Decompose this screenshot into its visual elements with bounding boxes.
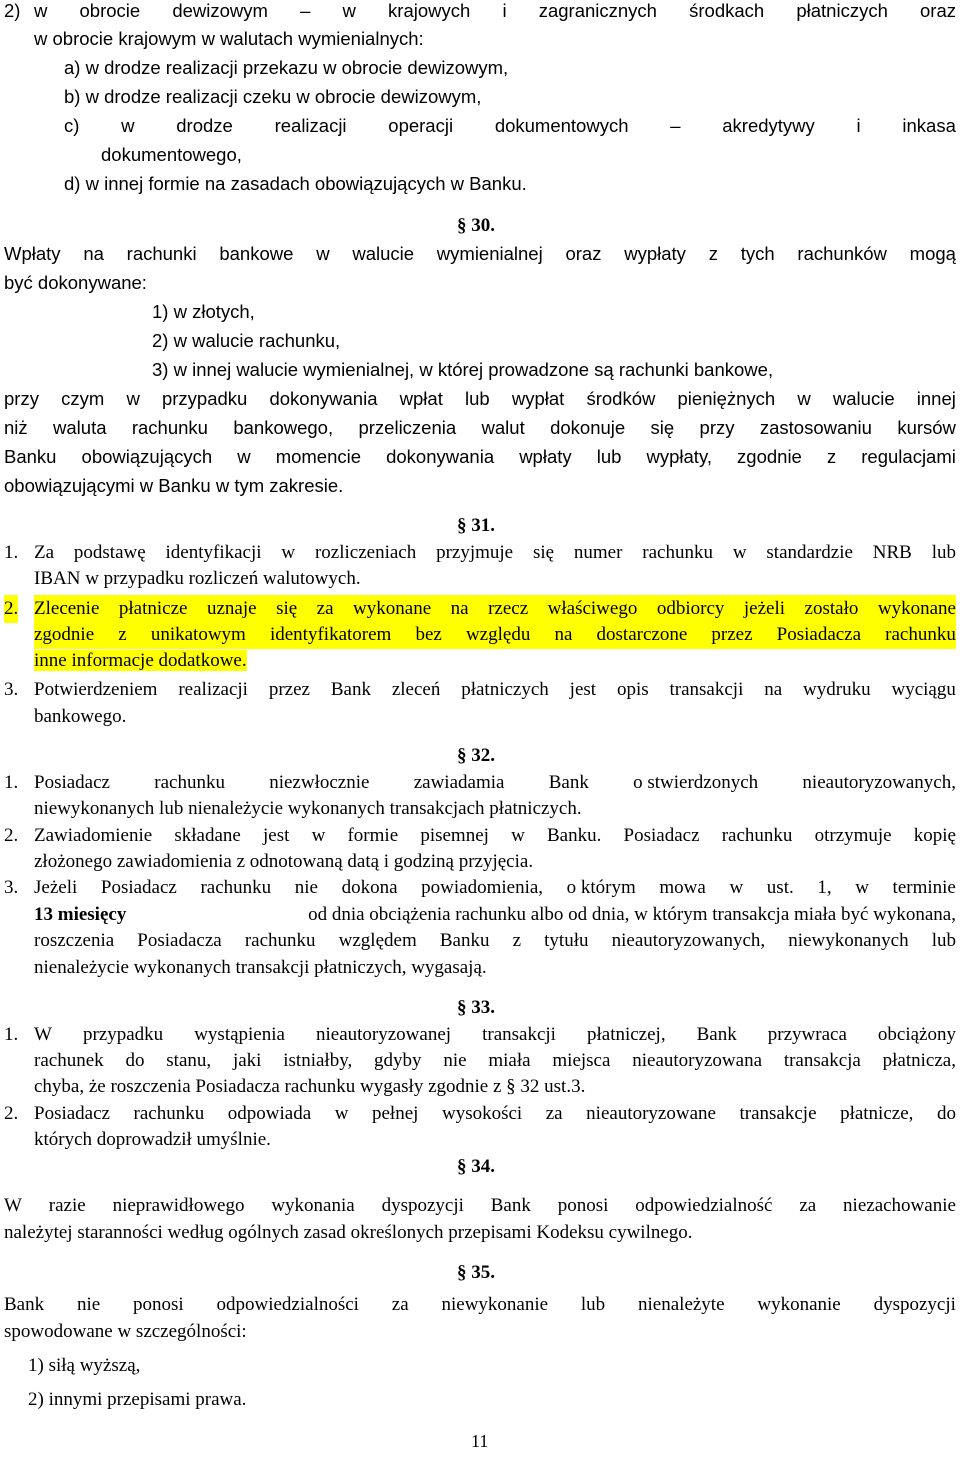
word: opis bbox=[616, 679, 649, 700]
word: w bbox=[121, 115, 135, 136]
word: rachunku bbox=[131, 417, 208, 438]
word: Za bbox=[34, 542, 55, 563]
bold-term: 13 miesięcy bbox=[34, 904, 127, 925]
word: rachunku bbox=[154, 772, 225, 793]
paragraph-number: 1. bbox=[4, 772, 19, 793]
word: czym bbox=[61, 388, 105, 409]
word: w bbox=[511, 825, 525, 846]
word: nieautoryzowanych, bbox=[802, 772, 956, 793]
word: walucie bbox=[352, 243, 415, 264]
word: niewykonanych bbox=[788, 930, 909, 951]
word: tych bbox=[740, 243, 775, 264]
word: miejsca bbox=[552, 1050, 611, 1071]
paragraph-line bbox=[4, 1192, 956, 1220]
word: właściwego bbox=[547, 598, 638, 619]
word: się bbox=[532, 542, 555, 563]
section-heading: § 31. bbox=[457, 515, 495, 536]
word: dokonywania bbox=[269, 388, 378, 409]
word: przy bbox=[699, 417, 735, 438]
word: w bbox=[855, 877, 869, 898]
word: płatnicze, bbox=[840, 1103, 914, 1124]
paragraph-line bbox=[34, 822, 956, 850]
paragraph-line bbox=[4, 414, 956, 442]
word: z bbox=[708, 243, 718, 264]
word: walut bbox=[481, 417, 525, 438]
paragraph-line: być dokonywane: bbox=[4, 272, 147, 293]
word: wydruku bbox=[803, 679, 871, 700]
word: rzecz bbox=[488, 598, 529, 619]
word: zgodnie bbox=[737, 446, 802, 467]
word: w bbox=[316, 243, 330, 264]
list-item-line: w obrocie dewizowym – w krajowych i zagranicznych środkach płatniczych oraz bbox=[34, 0, 956, 21]
word: Posiadacz bbox=[100, 877, 177, 898]
word: do bbox=[125, 1050, 145, 1071]
word: przypadku bbox=[82, 1024, 164, 1045]
word: wyciągu bbox=[891, 679, 956, 700]
word: w bbox=[797, 388, 811, 409]
word: jest bbox=[263, 825, 290, 846]
sub-item-d: d) w innej formie na zasadach obowiązujących w Banku. bbox=[64, 173, 527, 194]
word: z bbox=[512, 930, 522, 951]
word: transakcje bbox=[739, 1103, 817, 1124]
section-heading: § 33. bbox=[457, 997, 495, 1018]
word: waluta bbox=[53, 417, 107, 438]
word: względu bbox=[465, 624, 531, 645]
word: gdyby bbox=[374, 1050, 422, 1071]
word: wymienialnej bbox=[436, 243, 543, 264]
word: Banku bbox=[439, 930, 490, 951]
word: wykonania bbox=[271, 1195, 355, 1216]
word: odpowiedzialności bbox=[216, 1294, 359, 1315]
word: nie bbox=[443, 1050, 467, 1071]
word: zastosowaniu bbox=[759, 417, 872, 438]
word: Potwierdzeniem bbox=[34, 679, 158, 700]
word: c) bbox=[64, 115, 80, 136]
word: bez bbox=[415, 624, 442, 645]
word: wypłaty, bbox=[646, 446, 712, 467]
word: pieniężnych bbox=[677, 388, 776, 409]
word: dokonuje bbox=[550, 417, 626, 438]
word: pełnej bbox=[371, 1103, 419, 1124]
word: lub bbox=[580, 1294, 606, 1315]
word: niezwłocznie bbox=[269, 772, 370, 793]
word: ponosi bbox=[132, 1294, 184, 1315]
word: Bank bbox=[330, 679, 371, 700]
word: wypłat bbox=[511, 388, 565, 409]
sub-item-b: b) w drodze realizacji czeku w obrocie dewizowym, bbox=[64, 86, 482, 107]
word: kopię bbox=[913, 825, 956, 846]
word: wykonane bbox=[353, 598, 432, 619]
paragraph-number: 3. bbox=[4, 877, 19, 898]
word: tytułu bbox=[544, 930, 589, 951]
section-heading: § 32. bbox=[457, 745, 495, 766]
word: płatnicza, bbox=[882, 1050, 956, 1071]
word: roszczenia bbox=[34, 930, 115, 951]
word: wypłaty bbox=[624, 243, 686, 264]
word: się bbox=[650, 417, 675, 438]
word: względem bbox=[338, 930, 417, 951]
paragraph-line: chyba, że roszczenia Posiadacza rachunku wygasły zgodnie z § 32 ust.3. bbox=[34, 1076, 586, 1097]
word: 1, bbox=[817, 877, 832, 898]
sub-item-c bbox=[64, 112, 956, 140]
word: środków bbox=[586, 388, 656, 409]
list-item: 2) innymi przepisami prawa. bbox=[28, 1389, 247, 1410]
word: w bbox=[311, 825, 326, 846]
word: lub bbox=[465, 388, 490, 409]
paragraph-text: od dnia obciążenia rachunku albo od dnia, w którym transakcja miała być wykonana, bbox=[308, 904, 956, 925]
word: w bbox=[732, 542, 747, 563]
word: rachunków bbox=[797, 243, 887, 264]
word: i bbox=[856, 115, 861, 136]
word: wpłaty bbox=[519, 446, 572, 467]
word: Banku. bbox=[547, 825, 602, 846]
paragraph-line bbox=[34, 1047, 956, 1075]
word: obciążony bbox=[877, 1024, 956, 1045]
sub-item-c-cont: dokumentowego, bbox=[101, 144, 242, 165]
word: składane bbox=[174, 825, 241, 846]
word: wystąpienia bbox=[194, 1024, 285, 1045]
word: bankowe bbox=[219, 243, 294, 264]
word: nie bbox=[76, 1294, 101, 1315]
word: dokonywania bbox=[386, 446, 495, 467]
paragraph-line bbox=[4, 443, 956, 471]
list-item: 2) w walucie rachunku, bbox=[152, 330, 341, 351]
paragraph-number: 2. bbox=[4, 595, 18, 623]
word: za bbox=[316, 598, 334, 619]
word: bankowego, bbox=[233, 417, 334, 438]
word: lub bbox=[931, 542, 956, 563]
word: Bank bbox=[696, 1024, 737, 1045]
word: za bbox=[391, 1294, 409, 1315]
word: rachunku bbox=[200, 877, 272, 898]
paragraph-line: bankowego. bbox=[34, 706, 127, 727]
word: lub bbox=[596, 446, 622, 467]
word: przyjmuje bbox=[436, 542, 514, 563]
word: miała bbox=[488, 1050, 531, 1071]
item-number: 2) bbox=[4, 0, 21, 21]
word: przeliczenia bbox=[358, 417, 457, 438]
word: kursów bbox=[897, 417, 956, 438]
word: na bbox=[450, 598, 469, 619]
paragraph-line bbox=[34, 1100, 956, 1128]
word: nieautoryzowane bbox=[586, 1103, 716, 1124]
paragraph-line: złożonego zawiadomienia z odnotowaną datą i godziną przyjęcia. bbox=[34, 851, 534, 872]
list-item: 1) w złotych, bbox=[152, 301, 255, 322]
word: odpowiada bbox=[227, 1103, 312, 1124]
paragraph-line bbox=[34, 927, 956, 955]
word: płatniczych bbox=[461, 679, 549, 700]
word: ponosi bbox=[557, 1195, 609, 1216]
sub-item-a: a) w drodze realizacji przekazu w obrocie dewizowym, bbox=[64, 57, 509, 78]
word: odpowiedzialność bbox=[635, 1195, 773, 1216]
word: momencie bbox=[275, 446, 362, 467]
paragraph-line: niewykonanych lub nienależycie wykonanych transakcjach płatniczych. bbox=[34, 798, 582, 819]
word: rachunku bbox=[244, 930, 316, 951]
word: realizacji bbox=[178, 679, 248, 700]
word: stanu, bbox=[166, 1050, 212, 1071]
word: realizacji bbox=[274, 115, 347, 136]
word: zostało bbox=[804, 598, 859, 619]
word: terminie bbox=[892, 877, 956, 898]
word: identyfikatorem bbox=[269, 624, 392, 645]
word: oraz bbox=[565, 243, 602, 264]
word: przywraca bbox=[767, 1024, 847, 1045]
word: wykonanie bbox=[757, 1294, 841, 1315]
word: akredytywy bbox=[722, 115, 815, 136]
word: rachunku bbox=[642, 542, 713, 563]
paragraph-line bbox=[4, 1291, 956, 1319]
word: istniałby, bbox=[283, 1050, 353, 1071]
paragraph-line: nienależycie wykonanych transakcji płatniczych, wygasają. bbox=[34, 957, 487, 978]
word: rachunki bbox=[126, 243, 197, 264]
paragraph-line bbox=[4, 240, 956, 268]
word: W bbox=[4, 1195, 22, 1216]
paragraph-line bbox=[34, 769, 956, 797]
word: Posiadacz bbox=[623, 825, 700, 846]
word: lub bbox=[931, 930, 956, 951]
word: Jeżeli bbox=[34, 877, 78, 898]
word: za bbox=[799, 1195, 817, 1216]
highlighted-line bbox=[34, 647, 247, 675]
word: dostarczone bbox=[596, 624, 688, 645]
word: nie bbox=[294, 877, 318, 898]
word: nieautoryzowanej bbox=[316, 1024, 452, 1045]
word: się bbox=[276, 598, 298, 619]
word: Zlecenie bbox=[34, 598, 100, 619]
word: transakcja bbox=[783, 1050, 861, 1071]
paragraph-number: 1. bbox=[4, 542, 19, 563]
word: drodze bbox=[176, 115, 233, 136]
word: mogą bbox=[909, 243, 956, 264]
word: odbiorcy bbox=[656, 598, 725, 619]
word: w bbox=[281, 542, 296, 563]
word: z bbox=[826, 446, 837, 467]
paragraph-line bbox=[34, 676, 956, 704]
word: walucie bbox=[832, 388, 895, 409]
word: Posiadacz bbox=[34, 1103, 110, 1124]
paragraph-line bbox=[34, 874, 956, 902]
word: wysokości bbox=[441, 1103, 523, 1124]
highlighted-line bbox=[34, 621, 956, 649]
paragraph-line: IBAN w przypadku rozliczeń walutowych. bbox=[34, 568, 361, 589]
paragraph-line bbox=[34, 901, 956, 929]
word: unikatowym bbox=[150, 624, 246, 645]
word: przez bbox=[268, 679, 310, 700]
paragraph-line bbox=[4, 385, 956, 413]
word: rachunek bbox=[34, 1050, 104, 1071]
word: Zawiadomienie bbox=[34, 825, 153, 846]
word: Banku bbox=[4, 446, 57, 467]
word: numer bbox=[573, 542, 623, 563]
word: dokumentowych bbox=[494, 115, 629, 136]
word: przypadku bbox=[161, 388, 248, 409]
word: dyspozycji bbox=[381, 1195, 464, 1216]
paragraph-line bbox=[34, 1021, 956, 1049]
word: Bank bbox=[548, 772, 589, 793]
word: w bbox=[729, 877, 744, 898]
paragraph-line: obowiązującymi w Banku w tym zakresie. bbox=[4, 475, 344, 496]
paragraph-line: których doprowadził umyślnie. bbox=[34, 1129, 271, 1150]
word: mowa bbox=[659, 877, 706, 898]
word: Posiadacza bbox=[776, 624, 862, 645]
word: Wpłaty bbox=[4, 243, 61, 264]
word: wpłat bbox=[399, 388, 443, 409]
word: – bbox=[670, 115, 681, 136]
word: w bbox=[126, 388, 140, 409]
paragraph-number: 2. bbox=[4, 1103, 19, 1124]
word: uznaje bbox=[206, 598, 257, 619]
word: na bbox=[764, 679, 783, 700]
word: W bbox=[34, 1024, 52, 1045]
word: niewykonanie bbox=[441, 1294, 549, 1315]
word: formie bbox=[347, 825, 399, 846]
list-item-line: w obrocie krajowym w walutach wymienialnych: bbox=[34, 28, 424, 49]
word: operacji bbox=[388, 115, 454, 136]
word: w bbox=[334, 1103, 349, 1124]
word: regulacjami bbox=[861, 446, 956, 467]
paragraph-line: należytej staranności według ogólnych zasad określonych przepisami Kodeksu cywilnego. bbox=[4, 1222, 693, 1243]
word: podstawę bbox=[73, 542, 146, 563]
word: Posiadacz bbox=[34, 772, 110, 793]
word: innej bbox=[916, 388, 956, 409]
word: Posiadacza bbox=[137, 930, 222, 951]
word: rachunku bbox=[721, 825, 793, 846]
word: identyfikacji bbox=[165, 542, 262, 563]
word: ust. bbox=[766, 877, 794, 898]
word: wykonane bbox=[877, 598, 956, 619]
word: powiadomienia, bbox=[421, 877, 544, 898]
word: rozliczeniach bbox=[314, 542, 417, 563]
section-heading: § 35. bbox=[457, 1262, 495, 1283]
word: dyspozycji bbox=[873, 1294, 956, 1315]
highlighted-text: inne informacje dodatkowe. bbox=[34, 650, 247, 671]
word: płatnicze bbox=[118, 598, 188, 619]
section-heading: § 30. bbox=[457, 215, 495, 236]
word: NRB bbox=[872, 542, 912, 563]
word: w bbox=[237, 446, 251, 467]
word: rachunku bbox=[133, 1103, 205, 1124]
paragraph-line bbox=[34, 539, 956, 567]
word: transakcji bbox=[482, 1024, 556, 1045]
word: na bbox=[554, 624, 573, 645]
paragraph-number: 2. bbox=[4, 825, 19, 846]
word: nienależyte bbox=[638, 1294, 725, 1315]
word: nieprawidłowego bbox=[112, 1195, 245, 1216]
word: jest bbox=[569, 679, 597, 700]
word: standardzie bbox=[766, 542, 853, 563]
word: zgodnie bbox=[34, 624, 95, 645]
word: nieautoryzowanych, bbox=[611, 930, 766, 951]
word: inkasa bbox=[902, 115, 956, 136]
word: do bbox=[936, 1103, 956, 1124]
word: przez bbox=[711, 624, 753, 645]
list-item: 1) siłą wyższą, bbox=[28, 1355, 141, 1376]
word: jeżeli bbox=[743, 598, 786, 619]
paragraph-number: 1. bbox=[4, 1024, 19, 1045]
word: niezachowanie bbox=[843, 1195, 956, 1216]
section-heading: § 34. bbox=[457, 1156, 495, 1177]
page-number: 11 bbox=[471, 1431, 489, 1451]
word: nieautoryzowana bbox=[632, 1050, 763, 1071]
word: dokona bbox=[341, 877, 398, 898]
word: obowiązujących bbox=[81, 446, 213, 467]
word: razie bbox=[48, 1195, 86, 1216]
word: zawiadamia bbox=[413, 772, 505, 793]
word: na bbox=[83, 243, 104, 264]
word: zleceń bbox=[391, 679, 441, 700]
word: Bank bbox=[490, 1195, 531, 1216]
word: o którym bbox=[566, 877, 636, 898]
word: za bbox=[545, 1103, 563, 1124]
word: transakcji bbox=[669, 679, 744, 700]
paragraph-number: 3. bbox=[4, 679, 19, 700]
word: z bbox=[118, 624, 127, 645]
word: rachunku bbox=[885, 624, 956, 645]
word: o stwierdzonych bbox=[633, 772, 759, 793]
highlighted-line bbox=[34, 595, 956, 623]
word: niż bbox=[4, 417, 28, 438]
paragraph-line: spowodowane w szczególności: bbox=[4, 1321, 247, 1342]
word: Bank bbox=[4, 1294, 45, 1315]
word: otrzymuje bbox=[814, 825, 892, 846]
word: pisemnej bbox=[420, 825, 489, 846]
word: jaki bbox=[232, 1050, 262, 1071]
word: płatniczej, bbox=[586, 1024, 666, 1045]
list-item: 3) w innej walucie wymienialnej, w której prowadzone są rachunki bankowe, bbox=[152, 359, 774, 380]
word: przy bbox=[4, 388, 39, 409]
